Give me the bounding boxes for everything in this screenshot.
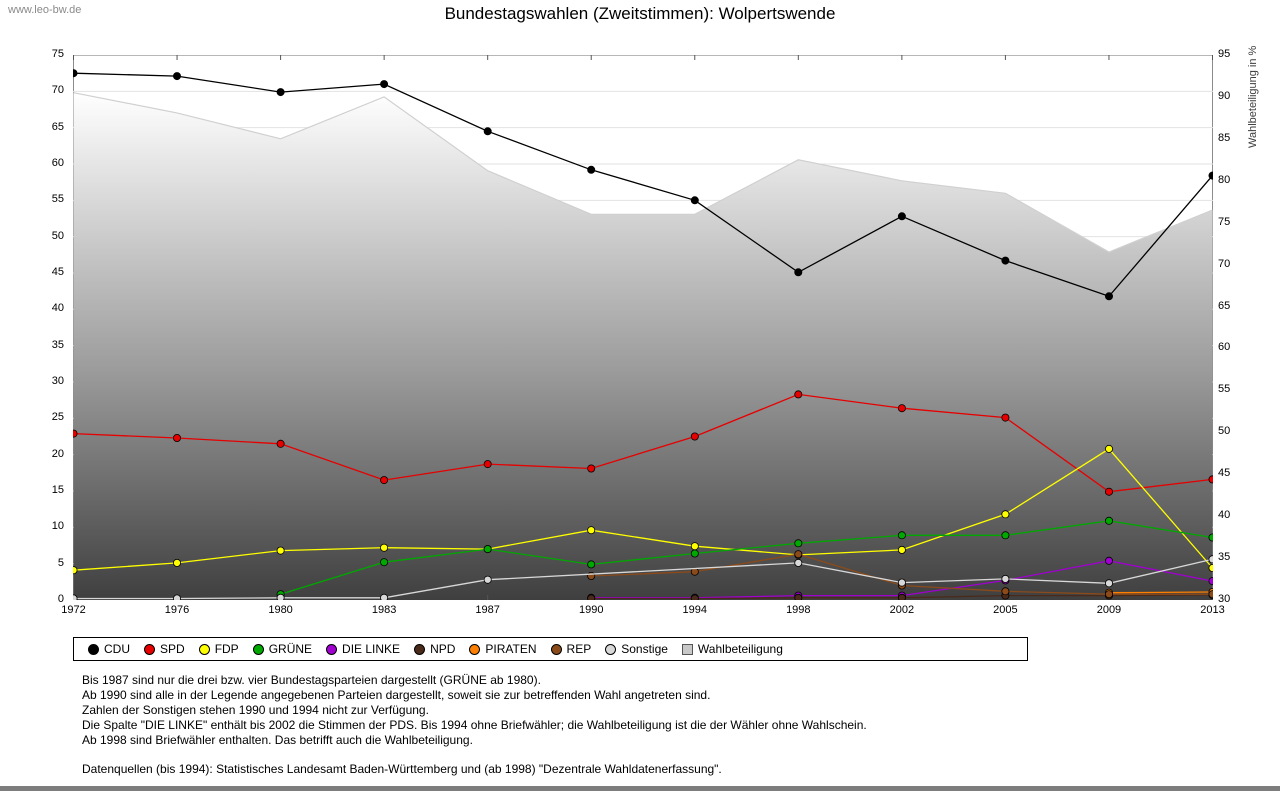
y-tick-left: 45 — [51, 266, 64, 278]
y-tick-right: 35 — [1218, 551, 1231, 564]
y-tick-left: 20 — [51, 447, 64, 460]
x-tick: 1998 — [786, 604, 811, 616]
page-title: Bundestagswahlen (Zweitstimmen): Wolpertswende — [444, 4, 836, 23]
legend-label: DIE LINKE — [342, 642, 401, 656]
legend-item[interactable] — [551, 642, 592, 656]
note-line: Ab 1990 sind alle in der Legende angegebenen Parteien dargestellt, soweit sie zur betreffenden Wahl angetreten sind. — [82, 688, 711, 702]
chart-plot-area — [73, 55, 1213, 600]
bottom-rule — [0, 786, 1280, 791]
y-tick-left: 60 — [51, 157, 64, 169]
y-tick-left: 5 — [57, 556, 64, 569]
y-tick-right: 65 — [1218, 299, 1231, 312]
legend-dot-icon — [199, 644, 210, 655]
legend-label: GRÜNE — [268, 642, 313, 656]
x-tick: 2002 — [889, 604, 915, 616]
y-tick-right: 75 — [1218, 215, 1231, 228]
x-tick: 1983 — [371, 604, 397, 616]
y-tick-right: 90 — [1218, 89, 1231, 102]
y-tick-left: 15 — [51, 484, 64, 496]
x-tick: 1972 — [61, 604, 86, 616]
x-tick: 2013 — [1200, 604, 1225, 616]
note-line: Zahlen der Sonstigen stehen 1990 und 1994 nicht zur Verfügung. — [82, 703, 429, 717]
legend-dot-icon — [88, 644, 99, 655]
x-tick: 2009 — [1096, 604, 1122, 616]
legend-dot-icon — [551, 644, 562, 655]
legend-item[interactable] — [88, 642, 130, 656]
y-tick-right: 85 — [1218, 131, 1231, 144]
note-line: Die Spalte "DIE LINKE" enthält bis 2002 die Stimmen der PDS. Bis 1994 ohne Briefwähler; die Wahlbeteiligung ist die der Wähler ohne Wahlschein. — [82, 718, 867, 732]
note-line: Ab 1998 sind Briefwähler enthalten. Das betrifft auch die Wahlbeteiligung. — [82, 733, 473, 747]
y-tick-left: 10 — [51, 520, 64, 533]
y-tick-left: 50 — [51, 229, 64, 242]
x-tick: 1994 — [682, 604, 707, 616]
legend-dot-icon — [144, 644, 155, 655]
y-tick-right: 80 — [1218, 173, 1231, 186]
x-tick: 1980 — [268, 604, 293, 616]
legend-label: PIRATEN — [485, 642, 537, 656]
note-line: Bis 1987 sind nur die drei bzw. vier Bundestagsparteien dargestellt (GRÜNE ab 1980). — [82, 673, 541, 687]
legend-label: SPD — [160, 642, 185, 656]
y-tick-right: 50 — [1218, 425, 1231, 438]
y-tick-left: 40 — [51, 302, 64, 315]
legend-item[interactable] — [605, 642, 668, 656]
x-tick: 2005 — [993, 604, 1018, 616]
y-tick-right: 40 — [1218, 509, 1231, 522]
legend-item[interactable] — [199, 642, 239, 656]
y-tick-right: 95 — [1218, 48, 1231, 60]
x-tick: 1976 — [164, 604, 190, 616]
y-tick-left: 55 — [51, 193, 64, 206]
chart-notes — [82, 673, 1182, 777]
y-tick-left: 70 — [51, 84, 64, 97]
legend-item[interactable] — [144, 642, 185, 656]
legend-dot-icon — [605, 644, 616, 655]
legend-dot-icon — [253, 644, 264, 655]
chart-svg — [73, 55, 1213, 600]
legend-dot-icon — [414, 644, 425, 655]
y-tick-left: 25 — [51, 411, 64, 424]
y-tick-right: 30 — [1218, 593, 1231, 605]
y-tick-left: 65 — [51, 120, 64, 133]
legend-item[interactable] — [326, 642, 400, 656]
y-tick-right: 55 — [1218, 383, 1231, 396]
y-tick-left: 0 — [57, 593, 64, 605]
legend-item[interactable] — [469, 642, 536, 656]
legend-label: Wahlbeteiligung — [697, 642, 783, 656]
y-axis-label-right: Wahlbeteiligung in % — [1247, 45, 1259, 148]
y-tick-left: 75 — [51, 48, 64, 60]
legend-square-icon — [682, 644, 693, 655]
x-tick: 1987 — [475, 604, 500, 616]
y-tick-left: 30 — [51, 375, 64, 387]
legend-dot-icon — [326, 644, 337, 655]
legend-item[interactable] — [414, 642, 455, 656]
legend-label: NPD — [430, 642, 456, 656]
y-tick-right: 60 — [1218, 341, 1231, 354]
y-tick-right: 70 — [1218, 257, 1231, 270]
legend-item[interactable] — [682, 642, 783, 656]
legend-label: CDU — [104, 642, 130, 656]
legend-label: FDP — [214, 642, 239, 656]
legend-dot-icon — [469, 644, 480, 655]
legend-label: REP — [566, 642, 592, 656]
watermark: www.leo-bw.de — [8, 4, 82, 16]
legend-label: Sonstige — [621, 642, 668, 656]
x-tick: 1990 — [578, 604, 604, 616]
legend-item[interactable] — [253, 642, 312, 656]
data-source: Datenquellen (bis 1994): Statistisches Landesamt Baden-Württemberg und (ab 1998) "Dezentrale Wahldatenerfassung". — [82, 762, 722, 776]
chart-legend — [73, 637, 1028, 661]
y-tick-right: 45 — [1218, 467, 1231, 480]
y-tick-left: 35 — [51, 338, 64, 351]
